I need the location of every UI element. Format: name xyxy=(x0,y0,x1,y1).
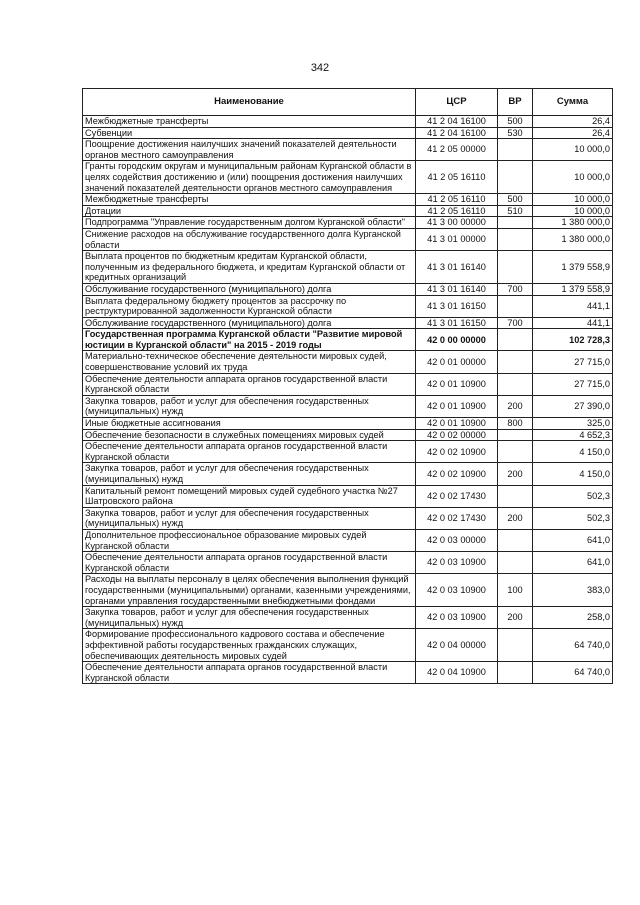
cell-sum: 641,0 xyxy=(533,552,613,574)
cell-sum: 10 000,0 xyxy=(533,161,613,194)
header-vr: ВР xyxy=(498,89,533,116)
cell-name: Межбюджетные трансферты xyxy=(83,194,416,206)
cell-name: Обеспечение деятельности аппарата органов государственной власти Курганской области xyxy=(83,662,416,684)
cell-csr: 41 2 05 00000 xyxy=(416,139,498,161)
cell-csr: 41 2 05 16110 xyxy=(416,205,498,217)
table-row xyxy=(83,662,613,684)
table-body xyxy=(83,116,613,684)
cell-name: Субвенции xyxy=(83,127,416,139)
cell-sum: 1 380 000,0 xyxy=(533,217,613,229)
cell-vr: 700 xyxy=(498,317,533,329)
table-row xyxy=(83,418,613,430)
table-row xyxy=(83,329,613,351)
cell-vr xyxy=(498,329,533,351)
table-row xyxy=(83,485,613,507)
cell-name: Расходы на выплаты персоналу в целях обеспечения выполнения функций государственными (муниципальными) органами, казенными учреждениями, органами управления государственными внебюджетными фондами xyxy=(83,574,416,607)
cell-name: Дотации xyxy=(83,205,416,217)
cell-csr: 42 0 02 17430 xyxy=(416,507,498,529)
table-row xyxy=(83,574,613,607)
cell-name: Обеспечение деятельности аппарата органов государственной власти Курганской области xyxy=(83,552,416,574)
cell-name: Поощрение достижения наилучших значений показателей деятельности органов местного самоуправления xyxy=(83,139,416,161)
cell-name: Закупка товаров, работ и услуг для обеспечения государственных (муниципальных) нужд xyxy=(83,463,416,485)
cell-sum: 26,4 xyxy=(533,127,613,139)
cell-vr xyxy=(498,217,533,229)
cell-name: Материально-техническое обеспечение деятельности мировых судей, совершенствование условий их труда xyxy=(83,351,416,373)
table-row xyxy=(83,139,613,161)
cell-vr xyxy=(498,351,533,373)
cell-name: Закупка товаров, работ и услуг для обеспечения государственных (муниципальных) нужд xyxy=(83,507,416,529)
table-row xyxy=(83,373,613,395)
table-row xyxy=(83,429,613,441)
header-name: Наименование xyxy=(83,89,416,116)
cell-sum: 26,4 xyxy=(533,116,613,128)
header-sum: Сумма xyxy=(533,89,613,116)
cell-csr: 42 0 02 10900 xyxy=(416,463,498,485)
cell-vr xyxy=(498,429,533,441)
cell-sum: 441,1 xyxy=(533,295,613,317)
cell-name: Гранты городским округам и муниципальным районам Курганской области в целях содействия достижению и (или) поощрения достижения наилучших значений показателей деятельности органов местного самоуправления xyxy=(83,161,416,194)
cell-csr: 42 0 02 10900 xyxy=(416,441,498,463)
cell-vr xyxy=(498,373,533,395)
cell-vr xyxy=(498,485,533,507)
cell-vr: 200 xyxy=(498,463,533,485)
table-row xyxy=(83,507,613,529)
page-number: 342 xyxy=(310,62,330,74)
cell-sum: 10 000,0 xyxy=(533,205,613,217)
cell-vr xyxy=(498,161,533,194)
cell-name: Обеспечение безопасности в служебных помещениях мировых судей xyxy=(83,429,416,441)
cell-csr: 41 3 00 00000 xyxy=(416,217,498,229)
table-row xyxy=(83,116,613,128)
table-row xyxy=(83,283,613,295)
cell-name: Подпрограмма "Управление государственным долгом Курганской области" xyxy=(83,217,416,229)
table-row xyxy=(83,607,613,629)
cell-name: Межбюджетные трансферты xyxy=(83,116,416,128)
cell-sum: 441,1 xyxy=(533,317,613,329)
table-row xyxy=(83,441,613,463)
table-row xyxy=(83,228,613,250)
table-row xyxy=(83,552,613,574)
cell-csr: 42 0 01 10900 xyxy=(416,395,498,417)
cell-csr: 42 0 02 00000 xyxy=(416,429,498,441)
cell-sum: 27 715,0 xyxy=(533,373,613,395)
cell-sum: 502,3 xyxy=(533,485,613,507)
cell-vr xyxy=(498,529,533,551)
cell-vr xyxy=(498,662,533,684)
cell-name: Обслуживание государственного (муниципального) долга xyxy=(83,283,416,295)
cell-name: Выплата федеральному бюджету процентов за рассрочку по реструктурированной задолженности Курганской области xyxy=(83,295,416,317)
cell-sum: 10 000,0 xyxy=(533,194,613,206)
cell-name: Государственная программа Курганской области "Развитие мировой юстиции в Курганской области" на 2015 - 2019 годы xyxy=(83,329,416,351)
cell-csr: 42 0 03 10900 xyxy=(416,607,498,629)
cell-name: Дополнительное профессиональное образование мировых судей Курганской области xyxy=(83,529,416,551)
cell-csr: 42 0 03 00000 xyxy=(416,529,498,551)
cell-sum: 27 715,0 xyxy=(533,351,613,373)
cell-sum: 4 652,3 xyxy=(533,429,613,441)
cell-name: Формирование профессионального кадрового состава и обеспечение эффективной работы государственных гражданских служащих, обеспечивающих деятельность мировых судей xyxy=(83,629,416,662)
cell-csr: 42 0 00 00000 xyxy=(416,329,498,351)
cell-vr: 510 xyxy=(498,205,533,217)
table-row xyxy=(83,463,613,485)
table-row xyxy=(83,395,613,417)
cell-vr xyxy=(498,251,533,284)
cell-name: Обеспечение деятельности аппарата органов государственной власти Курганской области xyxy=(83,373,416,395)
table-row xyxy=(83,295,613,317)
cell-sum: 383,0 xyxy=(533,574,613,607)
cell-sum: 1 379 558,9 xyxy=(533,251,613,284)
cell-csr: 42 0 01 10900 xyxy=(416,373,498,395)
cell-csr: 41 3 01 16150 xyxy=(416,295,498,317)
cell-name: Обслуживание государственного (муниципального) долга xyxy=(83,317,416,329)
table-row xyxy=(83,251,613,284)
table-row xyxy=(83,205,613,217)
budget-table xyxy=(82,88,613,684)
cell-csr: 42 0 04 10900 xyxy=(416,662,498,684)
table-row xyxy=(83,351,613,373)
cell-vr xyxy=(498,441,533,463)
cell-vr: 200 xyxy=(498,395,533,417)
cell-csr: 42 0 01 10900 xyxy=(416,418,498,430)
cell-sum: 1 380 000,0 xyxy=(533,228,613,250)
cell-vr xyxy=(498,552,533,574)
cell-name: Капитальный ремонт помещений мировых судей судебного участка №27 Шатровского района xyxy=(83,485,416,507)
cell-csr: 42 0 03 10900 xyxy=(416,552,498,574)
table-row xyxy=(83,194,613,206)
cell-name: Обеспечение деятельности аппарата органов государственной власти Курганской области xyxy=(83,441,416,463)
cell-csr: 42 0 03 10900 xyxy=(416,574,498,607)
cell-csr: 41 3 01 00000 xyxy=(416,228,498,250)
cell-vr xyxy=(498,228,533,250)
cell-name: Снижение расходов на обслуживание государственного долга Курганской области xyxy=(83,228,416,250)
cell-csr: 41 3 01 16140 xyxy=(416,251,498,284)
cell-vr: 500 xyxy=(498,116,533,128)
cell-sum: 64 740,0 xyxy=(533,629,613,662)
table-row xyxy=(83,317,613,329)
cell-sum: 1 379 558,9 xyxy=(533,283,613,295)
cell-sum: 27 390,0 xyxy=(533,395,613,417)
cell-name: Закупка товаров, работ и услуг для обеспечения государственных (муниципальных) нужд xyxy=(83,395,416,417)
cell-vr xyxy=(498,629,533,662)
cell-csr: 41 2 05 16110 xyxy=(416,194,498,206)
header-csr: ЦСР xyxy=(416,89,498,116)
cell-vr xyxy=(498,295,533,317)
cell-csr: 41 2 04 16100 xyxy=(416,127,498,139)
cell-name: Иные бюджетные ассигнования xyxy=(83,418,416,430)
cell-csr: 42 0 02 17430 xyxy=(416,485,498,507)
table-row xyxy=(83,127,613,139)
cell-vr: 800 xyxy=(498,418,533,430)
cell-csr: 41 2 04 16100 xyxy=(416,116,498,128)
cell-sum: 4 150,0 xyxy=(533,441,613,463)
cell-name: Закупка товаров, работ и услуг для обеспечения государственных (муниципальных) нужд xyxy=(83,607,416,629)
cell-vr: 500 xyxy=(498,194,533,206)
cell-sum: 102 728,3 xyxy=(533,329,613,351)
cell-vr xyxy=(498,139,533,161)
table-header-row xyxy=(83,89,613,116)
cell-sum: 10 000,0 xyxy=(533,139,613,161)
cell-sum: 325,0 xyxy=(533,418,613,430)
cell-sum: 502,3 xyxy=(533,507,613,529)
cell-csr: 41 3 01 16150 xyxy=(416,317,498,329)
cell-csr: 41 2 05 16110 xyxy=(416,161,498,194)
cell-sum: 4 150,0 xyxy=(533,463,613,485)
cell-sum: 641,0 xyxy=(533,529,613,551)
table-row xyxy=(83,161,613,194)
cell-vr: 200 xyxy=(498,507,533,529)
table-row xyxy=(83,529,613,551)
cell-csr: 41 3 01 16140 xyxy=(416,283,498,295)
table-row xyxy=(83,629,613,662)
cell-sum: 64 740,0 xyxy=(533,662,613,684)
table-row xyxy=(83,217,613,229)
cell-sum: 258,0 xyxy=(533,607,613,629)
cell-vr: 100 xyxy=(498,574,533,607)
cell-csr: 42 0 04 00000 xyxy=(416,629,498,662)
cell-vr: 530 xyxy=(498,127,533,139)
cell-csr: 42 0 01 00000 xyxy=(416,351,498,373)
cell-name: Выплата процентов по бюджетным кредитам Курганской области, полученным из федерального бюджета, и кредитам Курганской области от кредитных организаций xyxy=(83,251,416,284)
cell-vr: 200 xyxy=(498,607,533,629)
cell-vr: 700 xyxy=(498,283,533,295)
